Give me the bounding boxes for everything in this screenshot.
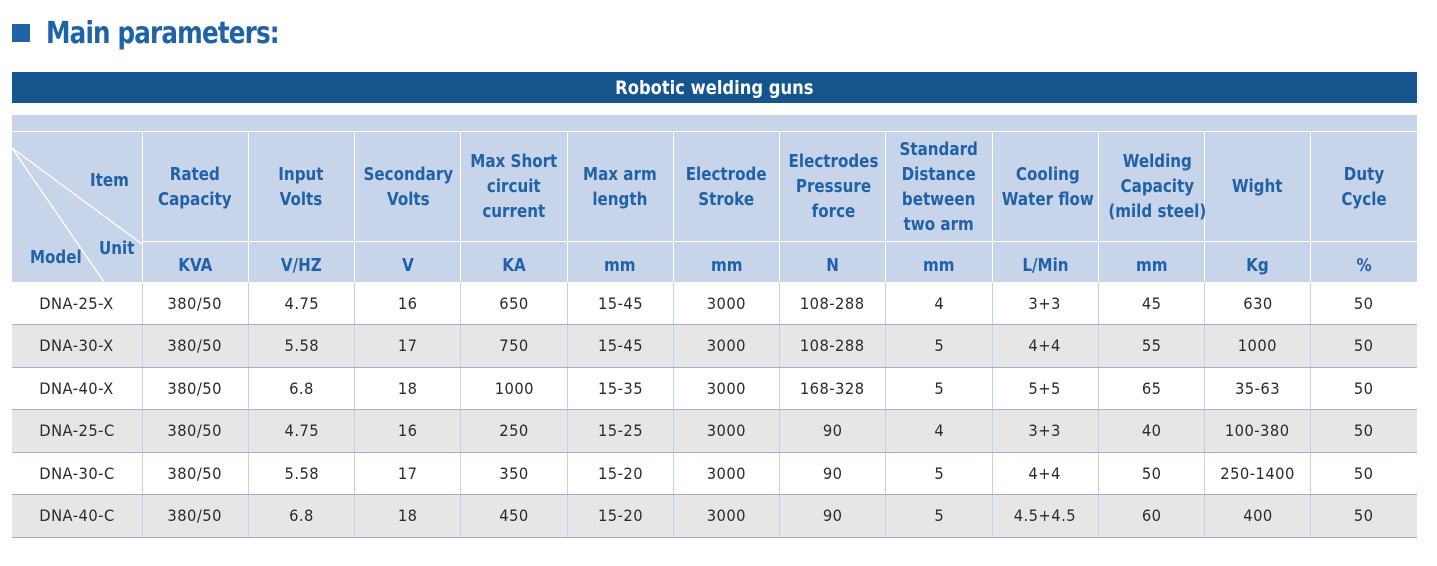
value-cell [1205,452,1311,495]
value-cell [780,410,886,453]
value-cell [567,495,673,538]
column-header-line: Capacity [158,188,232,210]
value-cell [673,325,779,368]
value-cell [1098,495,1204,538]
value-cell [567,367,673,410]
value-cell [780,495,886,538]
cell-value: 750 [499,336,529,356]
table-row [12,452,1417,495]
column-header-line: Water flow [1001,188,1094,210]
unit-label: N [826,254,839,276]
cell-value: 3000 [706,378,747,398]
value-cell [248,325,354,368]
column-header-line: Duty [1343,163,1385,185]
value-cell [142,410,248,453]
value-cell [1098,367,1204,410]
corner-model-label: Model [30,247,82,268]
column-header [461,132,567,242]
value-cell [142,325,248,368]
cell-value: 15-45 [597,293,643,313]
value-cell [248,495,354,538]
column-header [1311,132,1417,242]
cell-value: 90 [822,463,843,483]
model-cell [12,325,142,368]
cell-value: 1000 [494,378,534,398]
column-header-line: Input [278,163,324,185]
cell-value: 4.5+4.5 [1013,506,1077,526]
value-cell [673,282,779,325]
cell-value: 100-380 [1225,421,1290,441]
cell-value: 50 [1354,463,1374,483]
value-cell [992,367,1098,410]
value-cell [461,452,567,495]
cell-value: 6.8 [288,506,314,526]
cell-value: 35-63 [1235,378,1281,398]
cell-value: 40 [1141,421,1162,441]
value-cell [248,452,354,495]
cell-value: 5 [933,378,944,398]
value-cell [886,325,992,368]
cell-value: 3000 [706,506,747,526]
value-cell [461,495,567,538]
model-name: DNA-30-X [39,336,114,356]
cell-value: 3000 [706,421,747,441]
column-header-label [686,162,767,212]
column-header-line: Max arm [583,163,657,185]
value-cell [780,452,886,495]
unit-label: mm [604,254,636,276]
value-cell [248,367,354,410]
page-heading [12,10,330,56]
value-cell [886,282,992,325]
cell-value: 5+5 [1028,378,1062,398]
column-header-line: circuit [486,176,541,197]
cell-value: 400 [1242,506,1273,526]
column-header-label [1232,174,1283,199]
cell-value: 380/50 [167,421,223,441]
column-header-line: Secondary [363,163,454,185]
column-header-line: Cooling [1015,163,1080,185]
model-name: DNA-40-C [39,506,115,526]
value-cell [1311,282,1417,325]
cell-value: 380/50 [167,336,223,356]
cell-value: 5.58 [284,463,319,483]
column-header-line: Pressure [795,176,872,197]
column-header-label [900,137,978,237]
value-cell [886,410,992,453]
model-name: DNA-40-X [39,378,114,398]
cell-value: 18 [397,378,418,398]
cell-value: 630 [1242,293,1273,313]
value-cell [1205,495,1311,538]
value-cell [992,410,1098,453]
column-header [142,132,248,242]
parameters-table [12,132,1417,538]
table-row [12,282,1417,325]
heading-title: Main parameters: [46,15,279,51]
value-cell [355,367,461,410]
cell-value: 50 [1354,378,1374,398]
corner-unit-label: Unit [99,238,135,259]
unit-label: KVA [178,254,213,276]
table-title-banner [12,72,1417,103]
unit-label: mm [710,254,743,276]
corner-header-cell [12,132,142,282]
column-header [780,132,886,242]
unit-label: Kg [1246,254,1269,276]
value-cell [567,452,673,495]
unit-label: V/HZ [280,254,322,276]
column-header-label [470,149,557,224]
cell-value: 6.8 [288,378,314,398]
column-header [248,132,354,242]
value-cell [992,282,1098,325]
cell-value: 3+3 [1028,293,1062,313]
cell-value: 650 [499,293,529,313]
value-cell [461,325,567,368]
table-row [12,325,1417,368]
cell-value: 5 [933,506,944,526]
model-name: DNA-25-C [39,421,115,441]
unit-header [461,242,567,283]
column-header-label [789,149,879,224]
value-cell [673,367,779,410]
cell-value: 168-328 [800,378,865,398]
corner-item-label: Item [90,170,129,191]
cell-value: 450 [499,506,529,526]
cell-value: 50 [1354,421,1374,441]
unit-header [1205,242,1311,283]
unit-header [567,242,673,283]
value-cell [992,495,1098,538]
table-body [12,282,1417,537]
column-header-line: between [902,188,976,210]
value-cell [1098,452,1204,495]
value-cell [567,282,673,325]
cell-value: 50 [1354,293,1374,313]
column-header [992,132,1098,242]
column-header-line: Rated [170,163,221,185]
column-header [1205,132,1311,242]
column-header-label [279,162,324,212]
cell-value: 17 [397,336,418,356]
value-cell [992,452,1098,495]
cell-value: 50 [1354,506,1374,526]
unit-header [1098,242,1204,283]
column-header-line: Volts [386,188,430,210]
model-name: DNA-25-X [39,293,114,313]
column-header-label [583,162,657,212]
cell-value: 5.58 [284,336,319,356]
header-spacer-band [12,115,1417,132]
cell-value: 4+4 [1028,336,1062,356]
column-header-line: Electrodes [788,151,879,172]
column-header-line: Volts [280,188,323,210]
table-row [12,367,1417,410]
model-cell [12,410,142,453]
cell-value: 5 [933,463,944,483]
model-cell [12,452,142,495]
cell-value: 16 [397,293,418,313]
column-header-line: Wight [1232,176,1283,197]
cell-value: 3000 [706,293,747,313]
column-header-line: Electrode [685,163,767,185]
value-cell [1311,367,1417,410]
value-cell [461,410,567,453]
cell-value: 15-20 [597,506,643,526]
value-cell [992,325,1098,368]
cell-value: 108-288 [800,336,865,356]
cell-value: 55 [1141,336,1162,356]
column-header-line: Max Short [470,151,558,172]
value-cell [673,495,779,538]
cell-value: 350 [499,463,529,483]
value-cell [780,282,886,325]
unit-header [673,242,779,283]
column-header [567,132,673,242]
cell-value: 4.75 [284,293,319,313]
value-cell [886,495,992,538]
column-header-label [364,162,454,212]
value-cell [1311,410,1417,453]
value-cell [142,452,248,495]
cell-value: 65 [1141,378,1162,398]
value-cell [142,495,248,538]
cell-value: 380/50 [167,506,223,526]
value-cell [673,410,779,453]
cell-value: 3000 [706,336,747,356]
value-cell [355,325,461,368]
column-header-line: Stroke [698,188,755,210]
column-header-label [1001,162,1093,212]
column-header-line: force [811,201,856,222]
cell-value: 17 [397,463,418,483]
value-cell [461,282,567,325]
cell-value: 15-25 [597,421,643,441]
table-row [12,410,1417,453]
cell-value: 250-1400 [1220,463,1295,483]
value-cell [780,325,886,368]
column-header [1098,132,1207,242]
value-cell [142,367,248,410]
value-cell [673,452,779,495]
column-header-label [158,162,232,212]
unit-header [248,242,354,283]
unit-label: mm [923,254,955,276]
cell-value: 50 [1141,463,1162,483]
model-cell [12,495,142,538]
value-cell [1311,495,1417,538]
cell-value: 60 [1141,506,1162,526]
cell-value: 4 [933,293,944,313]
value-cell [1098,410,1204,453]
value-cell [461,367,567,410]
cell-value: 380/50 [167,378,223,398]
cell-value: 3000 [706,463,747,483]
unit-header [886,242,992,283]
cell-value: 16 [397,421,418,441]
cell-value: 4 [933,421,944,441]
cell-value: 380/50 [167,463,223,483]
column-header-label [1108,149,1206,224]
column-header-line: Capacity [1120,176,1194,197]
value-cell [567,410,673,453]
column-header-line: length [592,188,648,210]
unit-row [12,242,1417,283]
cell-value: 3+3 [1028,421,1062,441]
value-cell [886,452,992,495]
cell-value: 50 [1354,336,1374,356]
model-cell [12,367,142,410]
value-cell [355,410,461,453]
column-header [355,132,461,242]
unit-label: % [1356,254,1372,276]
cell-value: 4+4 [1028,463,1062,483]
unit-header [992,242,1098,283]
cell-value: 250 [499,421,529,441]
unit-header [355,242,461,283]
value-cell [142,282,248,325]
value-cell [1205,367,1311,410]
value-cell [248,282,354,325]
cell-value: 15-45 [597,336,643,356]
cell-value: 1000 [1237,336,1278,356]
column-header-line: Standard [899,138,979,160]
cell-value: 15-35 [597,378,643,398]
value-cell [248,410,354,453]
cell-value: 90 [822,421,843,441]
value-cell [780,367,886,410]
cell-value: 18 [397,506,418,526]
table-row [12,495,1417,538]
column-header-label [1341,162,1386,212]
cell-value: 108-288 [800,293,865,313]
column-header-line: two arm [903,213,974,235]
value-cell [1205,325,1311,368]
unit-label: L/Min [1022,254,1069,276]
column-header-line: current [482,201,546,222]
column-header-line: (mild steel) [1108,201,1207,222]
value-cell [1311,452,1417,495]
value-cell [355,495,461,538]
table-title: Robotic welding guns [615,76,814,99]
cell-value: 380/50 [167,293,223,313]
value-cell [1205,410,1311,453]
model-name: DNA-30-C [39,463,115,483]
value-cell [1311,325,1417,368]
value-cell [355,282,461,325]
column-header-line: Welding [1122,151,1192,172]
column-header [673,132,779,242]
value-cell [1098,325,1204,368]
column-header-line: Cycle [1341,188,1387,210]
unit-label: mm [1135,254,1168,276]
cell-value: 15-20 [597,463,643,483]
cell-value: 5 [933,336,944,356]
heading-square-icon [12,24,30,42]
unit-header [142,242,248,283]
value-cell [1098,282,1204,325]
unit-label: KA [502,254,526,276]
cell-value: 45 [1141,293,1162,313]
column-name-row [12,132,1417,242]
value-cell [1205,282,1311,325]
value-cell [355,452,461,495]
cell-value: 4.75 [284,421,319,441]
unit-header [1311,242,1417,283]
value-cell [886,367,992,410]
value-cell [567,325,673,368]
cell-value: 90 [822,506,843,526]
column-header [886,132,992,242]
column-header-line: Distance [901,163,976,185]
unit-header [780,242,886,283]
model-cell [12,282,142,325]
unit-label: V [401,254,414,276]
